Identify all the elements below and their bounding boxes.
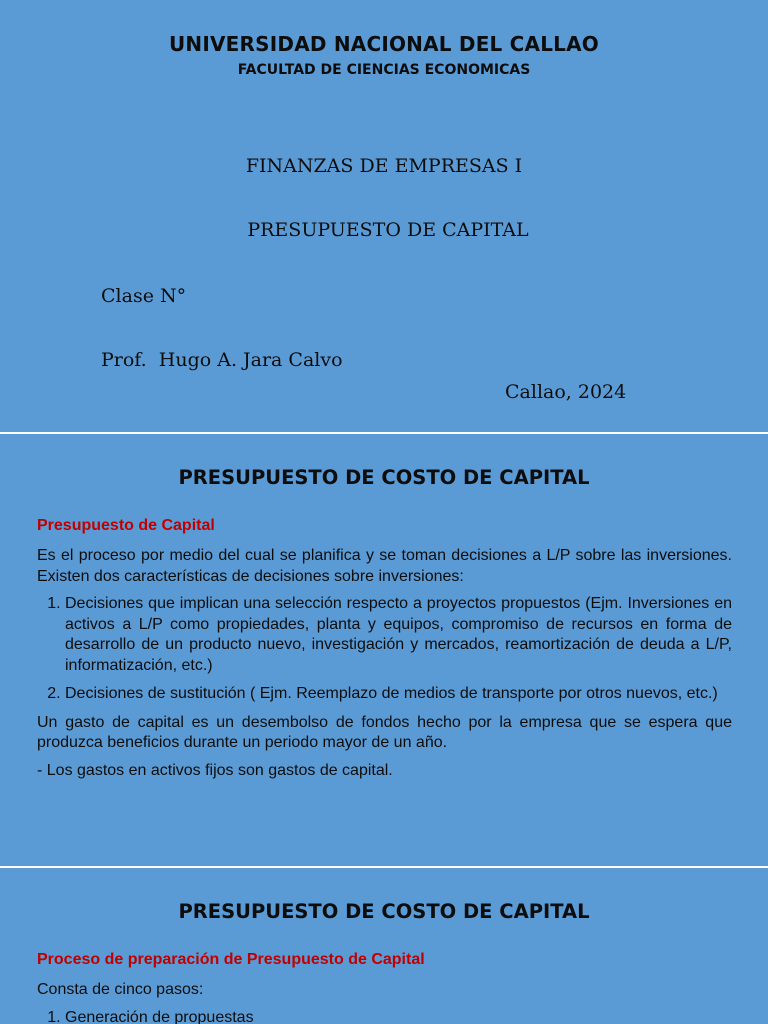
class-number: Clase N° — [101, 285, 187, 307]
slide-body — [37, 980, 732, 1024]
slide-subheading: Presupuesto de Capital — [37, 517, 215, 534]
slide-heading: PRESUPUESTO DE COSTO DE CAPITAL — [178, 900, 590, 923]
professor-name: Prof. Hugo A. Jara Calvo — [101, 349, 343, 371]
list-item: 2. Decisiones de sustitución ( Ejm. Reemplazo de medios de transporte por otros nuevos, etc.) — [65, 684, 732, 705]
intro-paragraph: Es el proceso por medio del cual se planifica y se toman decisiones a L/P sobre las inversiones. Existen dos características de decisiones sobre inversiones: — [37, 547, 732, 585]
list-item: 1. Generación de propuestas — [65, 1008, 732, 1024]
content-slide-process — [0, 868, 768, 1024]
faculty-name: FACULTAD DE CIENCIAS ECONOMICAS — [237, 62, 531, 78]
intro-paragraph: Consta de cinco pasos: — [37, 981, 204, 998]
course-title: FINANZAS DE EMPRESAS I — [245, 155, 523, 177]
content-slide-capital-budget — [0, 434, 768, 866]
title-slide — [0, 0, 768, 432]
decision-list — [37, 594, 732, 705]
list-item: 1. Decisiones que implican una selección respecto a proyectos propuestos (Ejm. Inversiones en activos a L/P como propiedades, planta y equipos, compromiso de recursos en forma de desarrollo de un producto nuevo, investigación y mercados, reamortización de deuda a L/P, informatización, etc.) — [65, 594, 732, 676]
slide-heading: PRESUPUESTO DE COSTO DE CAPITAL — [178, 466, 590, 489]
slide-subheading: Proceso de preparación de Presupuesto de Capital — [37, 951, 425, 968]
place-date: Callao, 2024 — [505, 381, 627, 403]
university-name: UNIVERSIDAD NACIONAL DEL CALLAO — [168, 32, 599, 56]
capital-expense-paragraph: Un gasto de capital es un desembolso de fondos hecho por la empresa que se espera que produzca beneficios durante un periodo mayor de un año. — [37, 713, 732, 751]
fixed-assets-note: - Los gastos en activos fijos son gastos de capital. — [37, 761, 393, 779]
slide-body — [37, 546, 732, 788]
steps-list — [37, 1008, 732, 1024]
topic-title: PRESUPUESTO DE CAPITAL — [247, 219, 529, 241]
